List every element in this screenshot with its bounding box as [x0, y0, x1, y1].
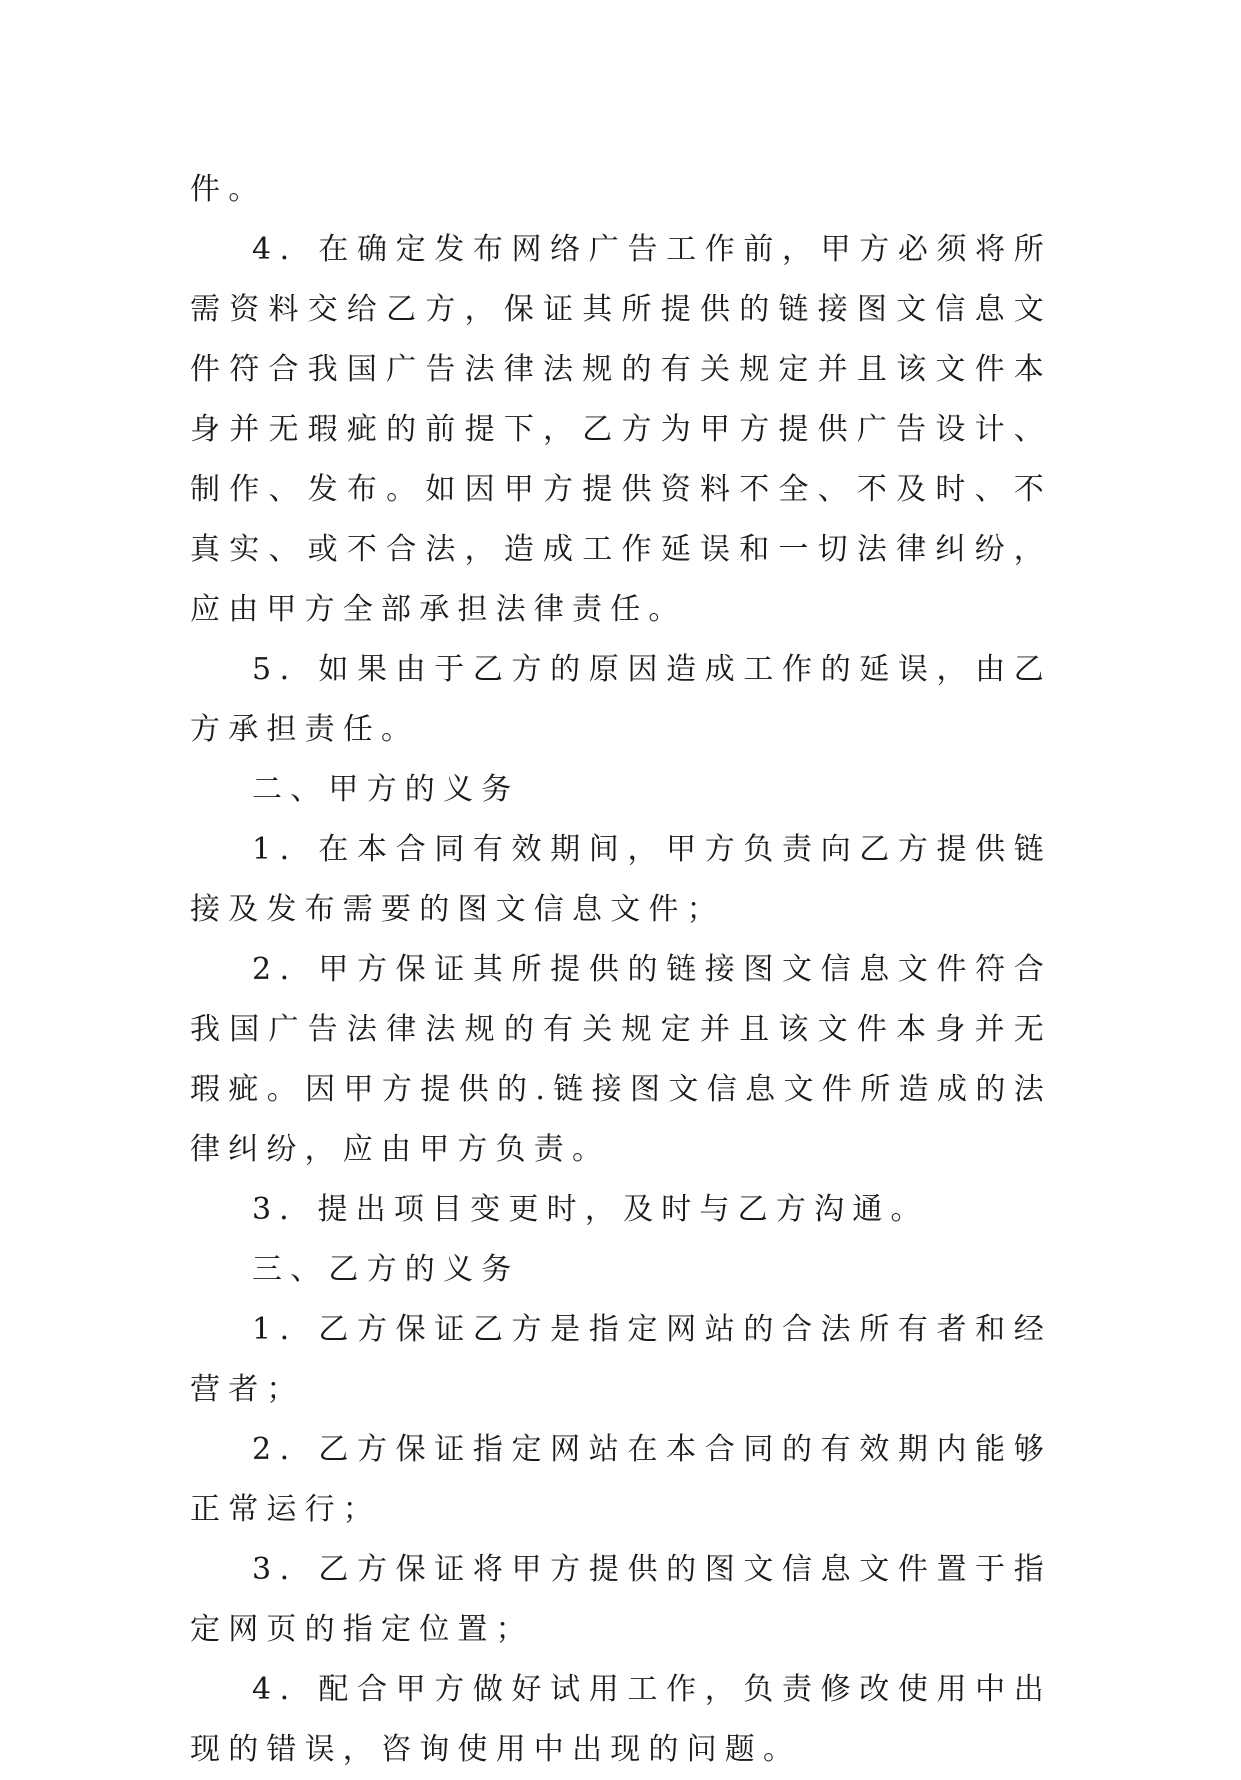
section-heading-party-b-obligations: 三、乙方的义务 [252, 1252, 520, 1287]
document-body [190, 160, 1052, 1780]
section-heading-party-a-obligations: 二、甲方的义务 [252, 772, 520, 807]
paragraph-party-b-item-4: 4．配合甲方做好试用工作，负责修改使用中出现的错误，咨询使用中出现的问题。 [190, 1672, 1052, 1767]
paragraph-party-a-item-3: 3．提出项目变更时，及时与乙方沟通。 [252, 1192, 929, 1227]
paragraph-party-b-item-3: 3．乙方保证将甲方提供的图文信息文件置于指定网页的指定位置； [190, 1552, 1052, 1647]
paragraph-item-5: 5．如果由于乙方的原因造成工作的延误，由乙方承担责任。 [190, 652, 1052, 747]
paragraph-continuation: 件。 [190, 172, 267, 207]
paragraph-party-a-item-1: 1．在本合同有效期间，甲方负责向乙方提供链接及发布需要的图文信息文件； [190, 832, 1052, 927]
paragraph-party-a-item-2: 2．甲方保证其所提供的链接图文信息文件符合我国广告法律法规的有关规定并且该文件本身并无瑕疵。因甲方提供的.链接图文信息文件所造成的法律纠纷，应由甲方负责。 [190, 952, 1052, 1167]
paragraph-item-4: 4．在确定发布网络广告工作前，甲方必须将所需资料交给乙方，保证其所提供的链接图文信息文件符合我国广告法律法规的有关规定并且该文件本身并无瑕疵的前提下，乙方为甲方提供广告设计、制作、发布。如因甲方提供资料不全、不及时、不真实、或不合法，造成工作延误和一切法律纠纷，应由甲方全部承担法律责任。 [190, 232, 1052, 627]
paragraph-party-b-item-2: 2．乙方保证指定网站在本合同的有效期内能够正常运行； [190, 1432, 1052, 1527]
paragraph-party-b-item-1: 1．乙方保证乙方是指定网站的合法所有者和经营者； [190, 1312, 1052, 1407]
